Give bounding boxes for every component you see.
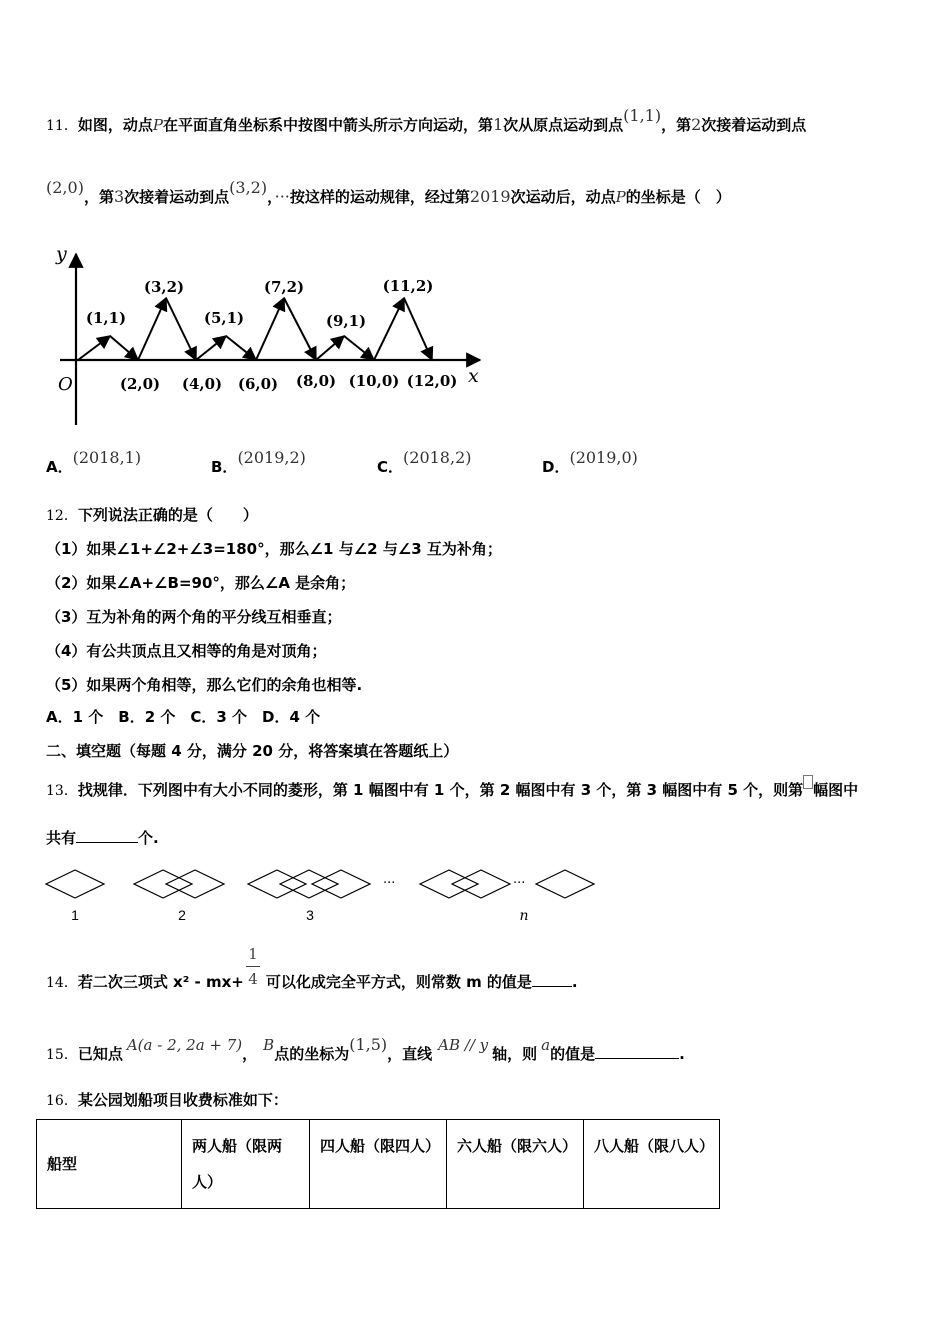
missing-glyph-box <box>803 775 813 789</box>
bottom-label-5: (10,0) <box>348 372 400 390</box>
q12-stem: 12．下列说法正确的是（ ） <box>46 506 258 524</box>
answer-blank[interactable] <box>532 972 572 987</box>
bottom-label-3: (6,0) <box>237 375 279 393</box>
seg-11 <box>374 298 404 360</box>
fig-label-2: 2 <box>178 907 186 923</box>
fig-label-3: 3 <box>306 907 314 923</box>
top-label-1: (1,1) <box>85 309 127 327</box>
rhombus-fign-b <box>452 870 510 898</box>
top-label-5: (9,1) <box>325 312 367 330</box>
y-axis-label: y <box>56 243 67 265</box>
zigzag-graph <box>40 240 490 430</box>
rhombus-fign-c <box>536 870 594 898</box>
table-header-eight-person: 八人船（限八人） <box>584 1120 720 1209</box>
q14-line: 14．若二次三项式 x² - mx+ 可以化成完全平方式，则常数 m 的值是 . <box>46 973 578 991</box>
q11-option-c[interactable]: C．(2018,2) <box>377 448 472 476</box>
rhombus-fig3-c <box>312 870 370 898</box>
seg-5 <box>196 336 226 360</box>
q11-line1: 11．如图，动点P在平面直角坐标系中按图中箭头所示方向运动，第1次从原点运动到点(1,1)，第2次接着运动到点 <box>46 106 807 134</box>
fign-ellipsis: ··· <box>513 876 526 891</box>
q12-statement-1: （1）如果∠1+∠2+∠3=180°，那么∠1 与∠2 与∠3 互为补角； <box>46 540 502 558</box>
table-header-four-person: 四人船（限四人） <box>310 1120 447 1209</box>
bottom-label-1: (2,0) <box>119 375 161 393</box>
bottom-label-6: (12,0) <box>406 372 458 390</box>
rhombus-fig2-a <box>134 870 192 898</box>
answer-blank[interactable] <box>76 828 138 843</box>
seg-8 <box>284 298 316 360</box>
q13-line2: 共有 个. <box>46 829 159 847</box>
fig-label-n: n <box>519 908 529 924</box>
table-header-two-person: 两人船（限两人） <box>182 1120 310 1209</box>
q13-line1: 13．找规律．下列图中有大小不同的菱形，第 1 幅图中有 1 个，第 2 幅图中有 3 个，第 3 幅图中有 5 个，则第 幅图中 <box>46 779 858 800</box>
q11-option-a[interactable]: A．(2018,1) <box>46 448 142 476</box>
top-label-3: (5,1) <box>203 309 245 327</box>
table-row <box>37 1120 720 1209</box>
seg-9 <box>316 336 344 360</box>
fraction-one-quarter: 1 4 <box>246 945 260 988</box>
q15-line: 15．已知点 A(a - 2, 2a + 7)， B点的坐标为(1,5)，直线 AB // y 轴，则 a的值是 . <box>46 1035 685 1063</box>
top-label-4: (7,2) <box>263 278 305 296</box>
bottom-label-2: (4,0) <box>181 375 223 393</box>
top-label-6: (11,2) <box>382 277 434 295</box>
q12-statement-3: （3）互为补角的两个角的平分线互相垂直； <box>46 608 342 626</box>
seg-6 <box>226 336 256 360</box>
fee-table <box>36 1119 720 1209</box>
q11-option-b[interactable]: B．(2019,2) <box>211 448 306 476</box>
q12-statement-2: （2）如果∠A+∠B=90°，那么∠A 是余角； <box>46 574 356 592</box>
q11-option-d[interactable]: D．(2019,0) <box>542 448 638 476</box>
seg-1 <box>78 336 110 360</box>
section-2-heading: 二、填空题（每题 4 分，满分 20 分，将答案填在答题纸上） <box>46 742 459 760</box>
seg-2 <box>110 336 138 360</box>
fig3-ellipsis: ··· <box>383 876 396 891</box>
rhombus-fig1 <box>46 870 104 898</box>
rhombus-fign-a <box>420 870 478 898</box>
q12-statement-4: （4）有公共顶点且又相等的角是对顶角； <box>46 642 327 660</box>
top-label-2: (3,2) <box>143 278 185 296</box>
rhombus-figures <box>40 864 610 930</box>
q12-options[interactable]: A．1 个 B．2 个 C．3 个 D．4 个 <box>46 708 321 726</box>
rhombus-fig3-a <box>248 870 306 898</box>
origin-label: O <box>58 374 73 395</box>
seg-7 <box>256 298 284 360</box>
seg-12 <box>404 298 432 360</box>
seg-3 <box>138 298 166 360</box>
q16-stem: 16．某公园划船项目收费标准如下： <box>46 1091 288 1109</box>
q11-line2: (2,0)，第3次接着运动到点(3,2)，···按这样的运动规律，经过第2019次运动后，动点P的坐标是（ ） <box>46 178 731 206</box>
q12-statement-5: （5）如果两个角相等，那么它们的余角也相等. <box>46 676 363 694</box>
rhombus-fig3-b <box>280 870 338 898</box>
seg-10 <box>344 336 374 360</box>
rhombus-fig2-b <box>166 870 224 898</box>
answer-blank[interactable] <box>595 1044 679 1059</box>
x-axis-label: x <box>468 365 479 387</box>
table-header-six-person: 六人船（限六人） <box>447 1120 584 1209</box>
fig-label-1: 1 <box>71 907 79 923</box>
bottom-label-4: (8,0) <box>295 372 337 390</box>
table-header-boat-type: 船型 <box>37 1120 182 1209</box>
seg-4 <box>166 298 196 360</box>
